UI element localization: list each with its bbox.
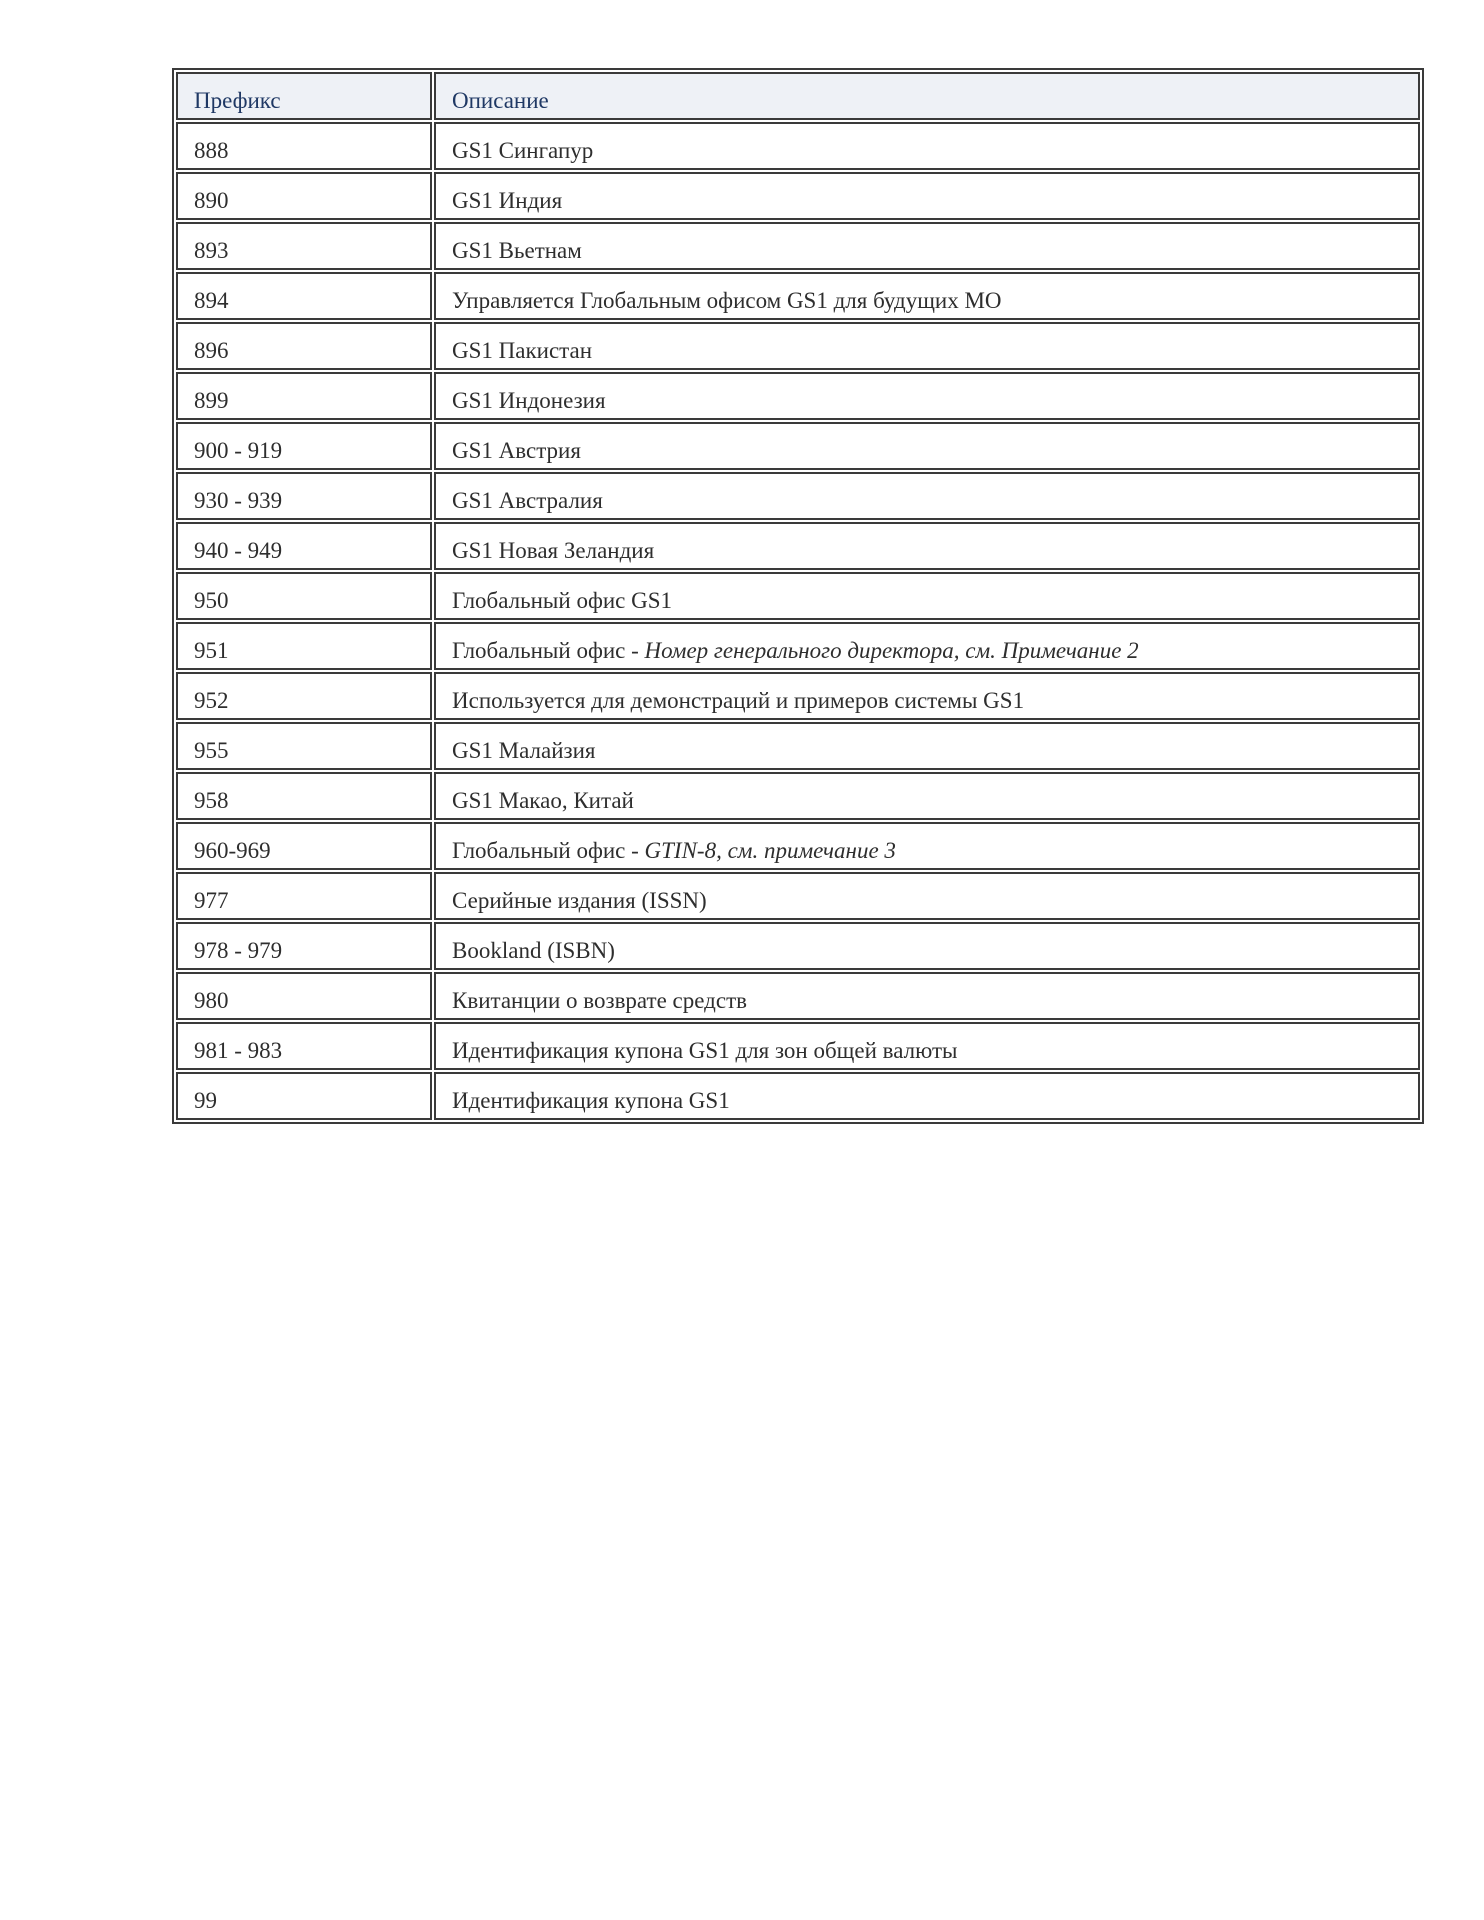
prefix-cell: 940 - 949 bbox=[176, 522, 432, 570]
description-text: Глобальный офис - bbox=[452, 638, 645, 663]
prefix-cell: 899 bbox=[176, 372, 432, 420]
table-row bbox=[176, 472, 1420, 520]
table-row bbox=[176, 722, 1420, 770]
prefix-cell: 951 bbox=[176, 622, 432, 670]
table-row bbox=[176, 422, 1420, 470]
prefix-cell: 930 - 939 bbox=[176, 472, 432, 520]
prefix-cell: 977 bbox=[176, 872, 432, 920]
prefix-cell: 893 bbox=[176, 222, 432, 270]
table-row bbox=[176, 872, 1420, 920]
description-cell: Серийные издания (ISSN) bbox=[434, 872, 1420, 920]
table-row bbox=[176, 172, 1420, 220]
description-cell: GS1 Вьетнам bbox=[434, 222, 1420, 270]
table-row bbox=[176, 972, 1420, 1020]
description-cell: GS1 Австралия bbox=[434, 472, 1420, 520]
description-cell: Глобальный офис GS1 bbox=[434, 572, 1420, 620]
description-cell: GS1 Индонезия bbox=[434, 372, 1420, 420]
table-row bbox=[176, 772, 1420, 820]
description-cell: Идентификация купона GS1 для зон общей валюты bbox=[434, 1022, 1420, 1070]
description-cell: GS1 Австрия bbox=[434, 422, 1420, 470]
prefix-cell: 980 bbox=[176, 972, 432, 1020]
prefix-cell: 900 - 919 bbox=[176, 422, 432, 470]
prefix-cell: 955 bbox=[176, 722, 432, 770]
table-row bbox=[176, 1072, 1420, 1120]
description-cell: Квитанции о возврате средств bbox=[434, 972, 1420, 1020]
prefix-cell: 958 bbox=[176, 772, 432, 820]
description-cell: GS1 Сингапур bbox=[434, 122, 1420, 170]
table-row bbox=[176, 1022, 1420, 1070]
description-text: Глобальный офис - bbox=[452, 838, 645, 863]
description-cell bbox=[434, 622, 1420, 670]
description-cell: Используется для демонстраций и примеров системы GS1 bbox=[434, 672, 1420, 720]
prefix-cell: 896 bbox=[176, 322, 432, 370]
prefix-cell: 890 bbox=[176, 172, 432, 220]
description-cell: GS1 Новая Зеландия bbox=[434, 522, 1420, 570]
table-row bbox=[176, 922, 1420, 970]
prefix-cell: 952 bbox=[176, 672, 432, 720]
description-cell: GS1 Пакистан bbox=[434, 322, 1420, 370]
table-row bbox=[176, 272, 1420, 320]
header-description: Описание bbox=[434, 72, 1420, 120]
table-row bbox=[176, 522, 1420, 570]
prefix-cell: 894 bbox=[176, 272, 432, 320]
table-row bbox=[176, 572, 1420, 620]
table-row bbox=[176, 622, 1420, 670]
prefix-cell: 888 bbox=[176, 122, 432, 170]
table-row bbox=[176, 322, 1420, 370]
table-header-row bbox=[176, 72, 1420, 120]
header-prefix: Префикс bbox=[176, 72, 432, 120]
description-cell: GS1 Индия bbox=[434, 172, 1420, 220]
description-note: GTIN-8, см. примечание 3 bbox=[644, 838, 896, 863]
prefix-cell: 978 - 979 bbox=[176, 922, 432, 970]
table-row bbox=[176, 222, 1420, 270]
prefix-cell: 981 - 983 bbox=[176, 1022, 432, 1070]
table-row bbox=[176, 372, 1420, 420]
description-cell: Идентификация купона GS1 bbox=[434, 1072, 1420, 1120]
description-cell: Bookland (ISBN) bbox=[434, 922, 1420, 970]
prefix-cell: 960-969 bbox=[176, 822, 432, 870]
table-row bbox=[176, 122, 1420, 170]
table-row bbox=[176, 672, 1420, 720]
prefix-table bbox=[172, 68, 1424, 1124]
table-row bbox=[176, 822, 1420, 870]
prefix-cell: 950 bbox=[176, 572, 432, 620]
description-cell: GS1 Малайзия bbox=[434, 722, 1420, 770]
description-cell: GS1 Макао, Китай bbox=[434, 772, 1420, 820]
prefix-cell: 99 bbox=[176, 1072, 432, 1120]
description-note: Номер генерального директора, см. Примечание 2 bbox=[644, 638, 1139, 663]
description-cell: Управляется Глобальным офисом GS1 для будущих МО bbox=[434, 272, 1420, 320]
description-cell bbox=[434, 822, 1420, 870]
